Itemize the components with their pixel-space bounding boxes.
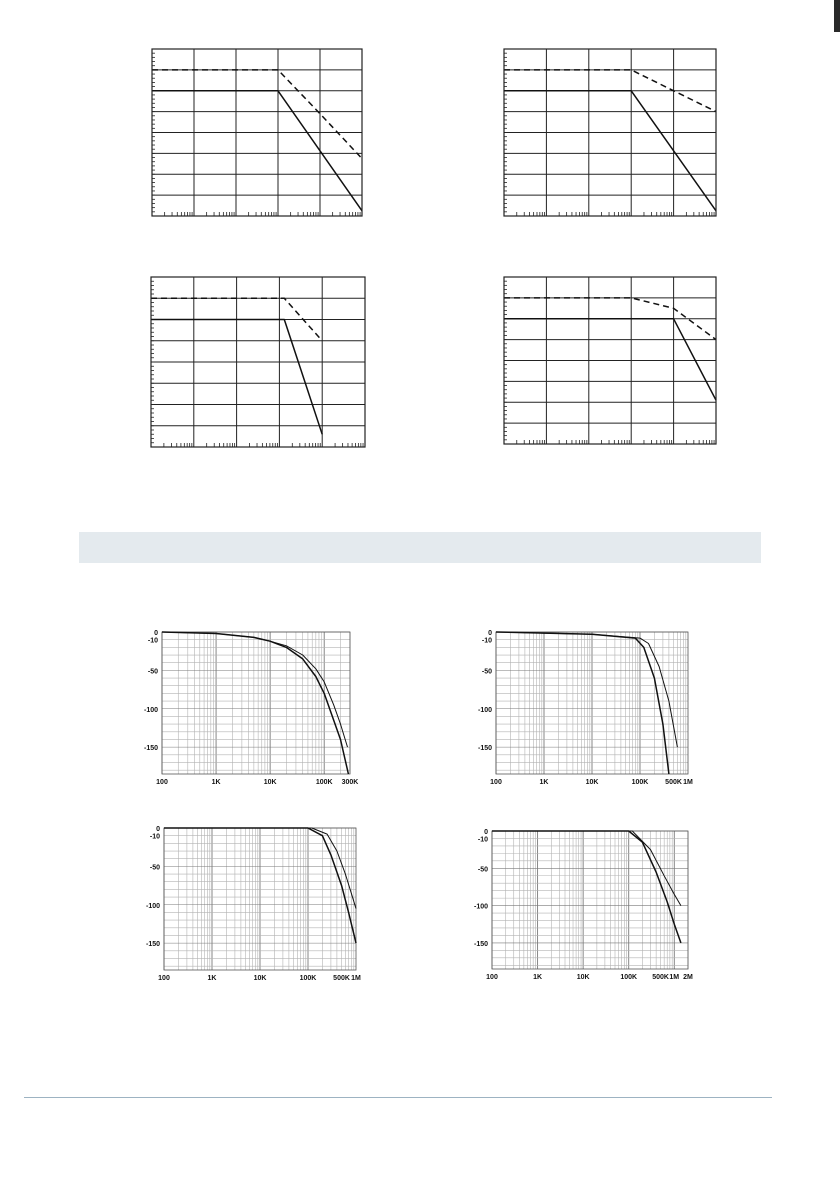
minor-ticks: [152, 53, 360, 216]
y-tick-label: 0: [484, 829, 488, 836]
ideal-response-chart-d: [499, 273, 721, 448]
y-tick-label: 0: [488, 630, 492, 637]
y-tick-label: -150: [143, 745, 158, 753]
x-tick-label: 300K: [341, 779, 359, 786]
y-tick-label: -50: [481, 668, 492, 676]
plot-border: [492, 831, 688, 969]
y-tick-label: 0: [156, 826, 160, 833]
series-line: [504, 91, 716, 211]
x-tick-label: 100K: [620, 974, 638, 981]
x-tick-label: 100: [490, 779, 502, 786]
minor-ticks: [504, 53, 714, 216]
y-tick-label: -100: [477, 706, 492, 714]
y-tick-label: -50: [149, 864, 160, 872]
series-line: [492, 831, 681, 943]
x-tick-label: 100: [156, 779, 168, 786]
x-tick-label: 500K: [652, 974, 669, 981]
grid: [492, 831, 688, 969]
y-tick-label: -150: [477, 745, 492, 753]
frequency-response-chart-d: [474, 823, 702, 988]
grid: [151, 277, 365, 447]
frequency-response-chart-a: [140, 624, 365, 794]
series-line: [162, 632, 348, 747]
x-tick-label: 1M: [351, 975, 361, 982]
y-tick-label: -50: [147, 668, 158, 676]
y-tick-label: -10: [477, 836, 488, 844]
grid: [504, 277, 716, 444]
minor-ticks: [504, 281, 714, 444]
y-tick-label: -100: [143, 706, 158, 714]
x-tick-label: 1K: [539, 779, 549, 786]
minor-ticks: [151, 281, 363, 447]
y-tick-label: 0: [154, 630, 158, 637]
x-tick-label: 1M: [683, 779, 693, 786]
x-tick-label: 100K: [299, 975, 317, 982]
y-tick-label: -150: [473, 940, 488, 948]
frequency-response-chart-b: [474, 624, 702, 794]
x-tick-label: 1K: [207, 975, 217, 982]
x-tick-label: 500K: [333, 975, 350, 982]
x-tick-label: 100K: [631, 779, 649, 786]
ideal-response-chart-b: [499, 45, 721, 220]
grid: [162, 632, 350, 774]
x-tick-label: 10K: [253, 975, 267, 982]
y-tick-label: -10: [481, 637, 492, 645]
y-tick-label: -50: [477, 866, 488, 874]
x-tick-label: 2M: [683, 974, 693, 981]
grid: [504, 49, 716, 216]
y-tick-label: -100: [145, 902, 160, 910]
x-tick-label: 1K: [211, 779, 221, 786]
x-tick-label: 100: [158, 975, 170, 982]
series-line: [162, 632, 348, 774]
series-line: [496, 632, 677, 747]
y-tick-label: -10: [147, 637, 158, 645]
grid: [152, 49, 362, 216]
section-header-band: [79, 532, 761, 563]
x-tick-label: 1M: [669, 974, 680, 981]
y-tick-label: -150: [145, 941, 160, 949]
x-tick-label: 500K: [665, 779, 682, 786]
series-line: [504, 319, 716, 400]
series-line: [152, 70, 362, 159]
series-line: [152, 91, 362, 211]
y-tick-label: -10: [149, 833, 160, 841]
x-tick-label: 100: [486, 974, 498, 981]
x-tick-label: 10K: [585, 779, 599, 786]
series-line: [496, 632, 669, 774]
y-tick-label: -100: [473, 903, 488, 911]
x-tick-label: 100K: [315, 779, 333, 786]
page-edge-tab: [834, 0, 840, 32]
x-tick-label: 10K: [576, 974, 590, 981]
x-tick-label: 10K: [263, 779, 277, 786]
x-tick-label: 1K: [533, 974, 543, 981]
ideal-response-chart-c: [146, 273, 368, 451]
frequency-response-chart-c: [140, 820, 370, 990]
footer-rule: [24, 1097, 772, 1098]
grid: [164, 828, 356, 970]
ideal-response-chart-a: [147, 45, 367, 220]
